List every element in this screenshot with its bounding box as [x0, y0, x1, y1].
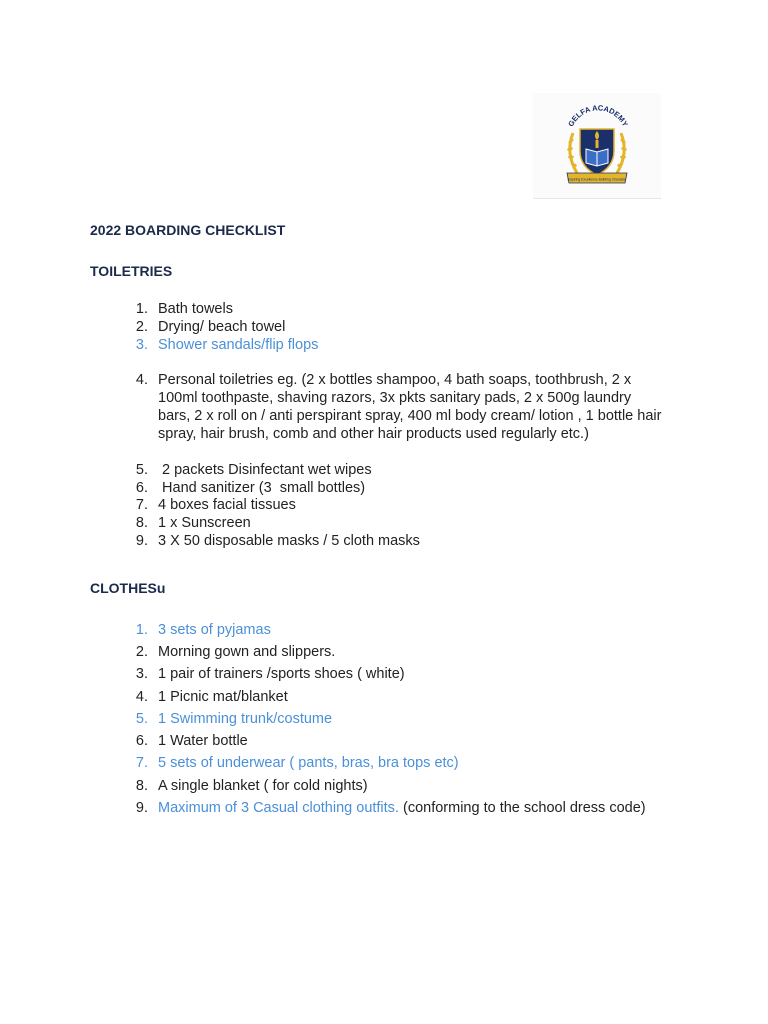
- logo-ribbon-text: Inspiring Excellence Building Character: [567, 177, 627, 182]
- list-number: 3.: [135, 337, 148, 353]
- list-number: 4.: [135, 372, 148, 388]
- list-number: 9.: [135, 800, 148, 816]
- list-number: 9.: [135, 533, 148, 549]
- list-number: 5.: [135, 462, 148, 478]
- list-number: 1.: [135, 301, 148, 317]
- list-number: 1.: [135, 622, 148, 638]
- list-number: 6.: [135, 480, 148, 496]
- logo-arc-text: GELFA ACADEMY: [566, 103, 630, 129]
- list-text: 5 sets of underwear ( pants, bras, bra tops etc): [158, 755, 459, 771]
- list-number: 5.: [135, 711, 148, 727]
- toiletries-heading: TOILETRIES: [90, 263, 173, 279]
- list-text: [158, 799, 663, 817]
- list-text: 1 pair of trainers /sports shoes ( white): [158, 666, 405, 682]
- list-text: Hand sanitizer (3 small bottles): [158, 480, 366, 496]
- list-text: 4 boxes facial tissues: [158, 497, 296, 513]
- list-text: Shower sandals/flip flops: [158, 337, 319, 353]
- list-text: 1 Swimming trunk/costume: [158, 711, 333, 727]
- list-text: Morning gown and slippers.: [158, 644, 336, 660]
- list-number: 2.: [135, 644, 148, 660]
- list-text: 1 Picnic mat/blanket: [158, 689, 288, 705]
- list-number: 4.: [135, 689, 148, 705]
- document-title: 2022 BOARDING CHECKLIST: [90, 222, 286, 238]
- list-text: 2 packets Disinfectant wet wipes: [158, 462, 372, 478]
- list-text-suffix: (conforming to the school dress code): [398, 800, 646, 816]
- list-text: 3 X 50 disposable masks / 5 cloth masks: [158, 533, 420, 549]
- svg-text:GELFA ACADEMY: [566, 103, 630, 128]
- list-number: 7.: [135, 497, 148, 513]
- list-text: A single blanket ( for cold nights): [158, 778, 368, 794]
- clothes-heading: CLOTHESu: [90, 580, 166, 596]
- list-text-highlight: Maximum of 3 Casual clothing outfits.: [158, 800, 399, 816]
- list-number: 7.: [135, 755, 148, 771]
- list-text: Bath towels: [158, 301, 233, 317]
- list-number: 2.: [135, 319, 148, 335]
- list-text: Drying/ beach towel: [158, 319, 286, 335]
- list-number: 6.: [135, 733, 148, 749]
- list-number: 8.: [135, 515, 148, 531]
- list-number: 3.: [135, 666, 148, 682]
- school-logo: [533, 93, 661, 199]
- list-text: 3 sets of pyjamas: [158, 622, 271, 638]
- list-text: Personal toiletries eg. (2 x bottles shampoo, 4 bath soaps, toothbrush, 2 x 100ml toothpaste, shaving razors, 3x pkts sanitary pads, 2 x 500g laundry bars, 2 x roll on / anti perspirant spray, 400 ml body cream/ lotion , 1 bottle hair spray, hair brush, comb and other hair products used regularly etc.): [158, 372, 662, 442]
- list-text: 1 Water bottle: [158, 733, 248, 749]
- list-text: 1 x Sunscreen: [158, 515, 251, 531]
- list-number: 8.: [135, 778, 148, 794]
